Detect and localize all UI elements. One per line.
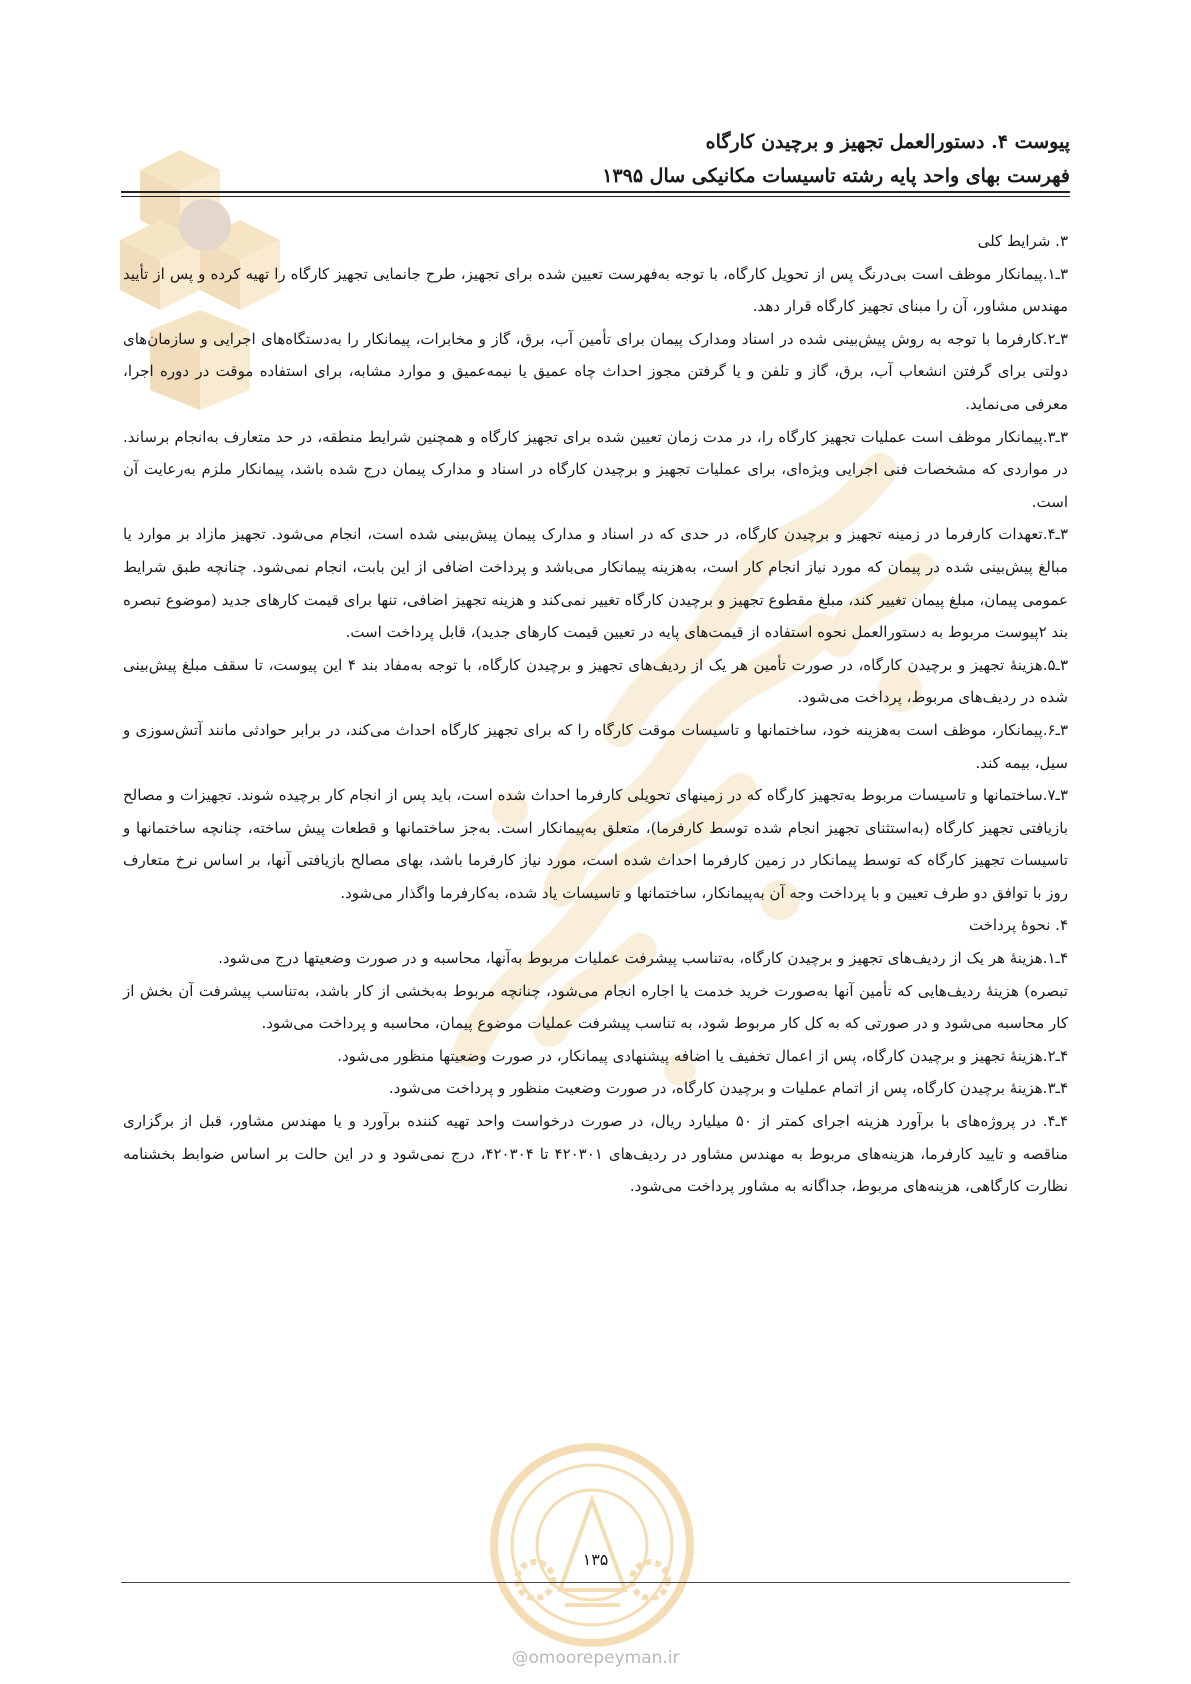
paragraph-3-7: ۳ـ۷.ساختمانها و تاسیسات مربوط به‌تجهیز کارگاه که در زمینهای تحویلی کارفرما احداث شده است، باید پس از انجام کار برچیده شوند. تجهیزات و مصالح بازیافتی تجهیز کارگاه (به‌استثنای تجهیز انجام شده توسط کارفرما)، متعلق به‌پیمانکار است. به‌جز ساختمانها و قطعات پیش ساخته، چنانچه ساختمانها و تاسیسات تجهیز کارگاه که توسط پیمانکار در زمین کارفرما احداث شده است، مورد نیاز کارفرما باشد، بهای مصالح بازیافتی آنها، بر اساس نرخ متعارف روز با توافق دو طرف تعیین و با پرداخت وجه آن به‌پیمانکار، ساختمانها و تاسیسات یاد شده، به‌کارفرما واگذار می‌شود. [123,786,1068,902]
paragraph-3-6: ۳ـ۶.پیمانکار، موظف است به‌هزینه خود، ساختمانها و تاسیسات موقت کارگاه را که برای تجهیز کارگاه احداث می‌کند، در برابر حوادثی مانند آتش‌سوزی و سیل، بیمه کند. [123,720,1068,772]
paragraph-4-2: ۴ـ۲.هزینهٔ تجهیز و برچیدن کارگاه، پس از اعمال تخفیف یا اضافه پیشنهادی پیمانکار، در صورت وضعیتها منظور می‌شود. [337,1046,1068,1065]
seal-watermark [475,1440,710,1650]
paragraph-4-3: ۴ـ۳.هزینهٔ برچیدن کارگاه، پس از اتمام عملیات و برچیدن کارگاه، در صورت وضعیت منظور و پرداخت می‌شود. [388,1079,1068,1098]
site-watermark-text: @omoorepeyman.ir [511,1648,680,1668]
paragraph-3-5: ۳ـ۵.هزینهٔ تجهیز و برچیدن کارگاه، در صورت تأمین هر یک از ردیف‌های تجهیز و برچیدن کارگاه، با توجه به‌مفاد بند ۴ این پیوست، تا سقف مبلغ پیش‌بینی شده در ردیف‌های مربوط، پرداخت می‌شود. [123,655,1069,707]
paragraph-3-4: ۳ـ۴.تعهدات کارفرما در زمینه تجهیز و برچیدن کارگاه، در حدی که در اسناد و مدارک پیمان پیش‌بینی شده است، انجام می‌شود. تجهیز مازاد بر موارد یا مبالغ پیش‌بینی شده در پیمان که مورد نیاز انجام کار است، به‌هزینه پیمانکار می‌باشد و پرداخت اضافی از این بابت، انجام نمی‌شود. چنانچه طبق شرایط عمومی پیمان، مبلغ پیمان تغییر کند، مبلغ مقطوع تجهیز و برچیدن کارگاه تغییر نمی‌کند و هزینه تجهیز اضافی، تنها برای قیمت کارهای جدید (موضوع تبصره بند ۲پیوست مربوط به دستورالعمل نحوه استفاده از قیمت‌های پایه در تعیین قیمت کارهای جدید)، قابل پرداخت است. [123,525,1068,642]
document-body [123,225,1068,1203]
page-number: ۱۳۵ [582,1550,609,1569]
paragraph-3-2: ۳ـ۲.کارفرما با توجه به روش پیش‌بینی شده در اسناد ومدارک پیمان برای تأمین آب، برق، گاز و مخابرات، پیمانکار را به‌دستگاه‌های اجرایی و سازمان‌های دولتی برای گرفتن انشعاب آب، برق، گاز و تلفن و یا گرفتن مجوز احداث چاه عمیق یا نیمه‌عمیق و موارد مشابه، برای استفاده موقت در دوره اجرا، معرفی می‌نماید. [123,329,1068,413]
header-title-appendix: پیوست ۴. دستورالعمل تجهیز و برچیدن کارگاه [705,131,1070,153]
page-header [121,125,1070,193]
paragraph-note: تبصره) هزینهٔ ردیف‌هایی که تأمین آنها به‌صورت خرید خدمت یا اجاره انجام می‌شود، چنانچه مربوط به‌بخشی از کار باشد، به‌تناسب پیشرفت آن بخش از کار محاسبه می‌شود و در صورتی که به کل کار مربوط شود، به تناسب پیشرفت عملیات موضوع پیمان، محاسبه و پرداخت می‌شود. [123,981,1068,1033]
paragraph-4-1: ۴ـ۱.هزینهٔ هر یک از ردیف‌های تجهیز و برچیدن کارگاه، به‌تناسب پیشرفت عملیات مربوط به‌آنها، محاسبه و در صورت وضعیتها درج می‌شود. [218,949,1068,968]
header-title-price-list: فهرست بهای واحد پایه رشته تاسیسات مکانیکی سال ۱۳۹۵ [602,165,1070,187]
header-divider-thin [121,196,1070,197]
footer-divider [121,1582,1070,1583]
section-heading-payment: ۴. نحوهٔ پرداخت [968,916,1068,935]
section-heading-general-conditions: ۳. شرایط کلی [977,232,1068,250]
paragraph-3-1: ۳ـ۱.پیمانکار موظف است بی‌درنگ پس از تحویل کارگاه، با توجه به‌فهرست تعیین شده برای تجهیز، طرح جانمایی تجهیز کارگاه را تهیه کرده و پس از تأیید مهندس مشاور، آن را مبنای تجهیز کارگاه قرار دهد. [123,264,1068,316]
paragraph-4-4: ۴ـ۴. در پروژه‌های با برآورد هزینه اجرای کمتر از ۵۰ میلیارد ریال، در صورت درخواست واحد تهیه کننده برآورد و یا مهندس مشاور، قبل از برگزاری مناقصه و تایید کارفرما، هزینه‌های مربوط به مهندس مشاور در ردیف‌های ۴۲۰۳۰۱ تا ۴۲۰۳۰۴، درج نمی‌شود و در این حالت بر اساس ضوابط بخشنامه نظارت کارگاهی، هزینه‌های مربوط، جداگانه به مشاور پرداخت می‌شود. [123,1112,1069,1196]
header-divider-thick [121,191,1070,193]
paragraph-3-3: ۳ـ۳.پیمانکار موظف است عملیات تجهیز کارگاه را، در مدت زمان تعیین شده برای تجهیز کارگاه و همچنین شرایط منطقه، در حد متعارف به‌انجام برساند. در مواردی که مشخصات فنی اجرایی ویژه‌ای، برای عملیات تجهیز و برچیدن کارگاه در اسناد و مدارک پیمان درج شده باشد، پیمانکار ملزم به‌رعایت آن است. [123,427,1068,511]
